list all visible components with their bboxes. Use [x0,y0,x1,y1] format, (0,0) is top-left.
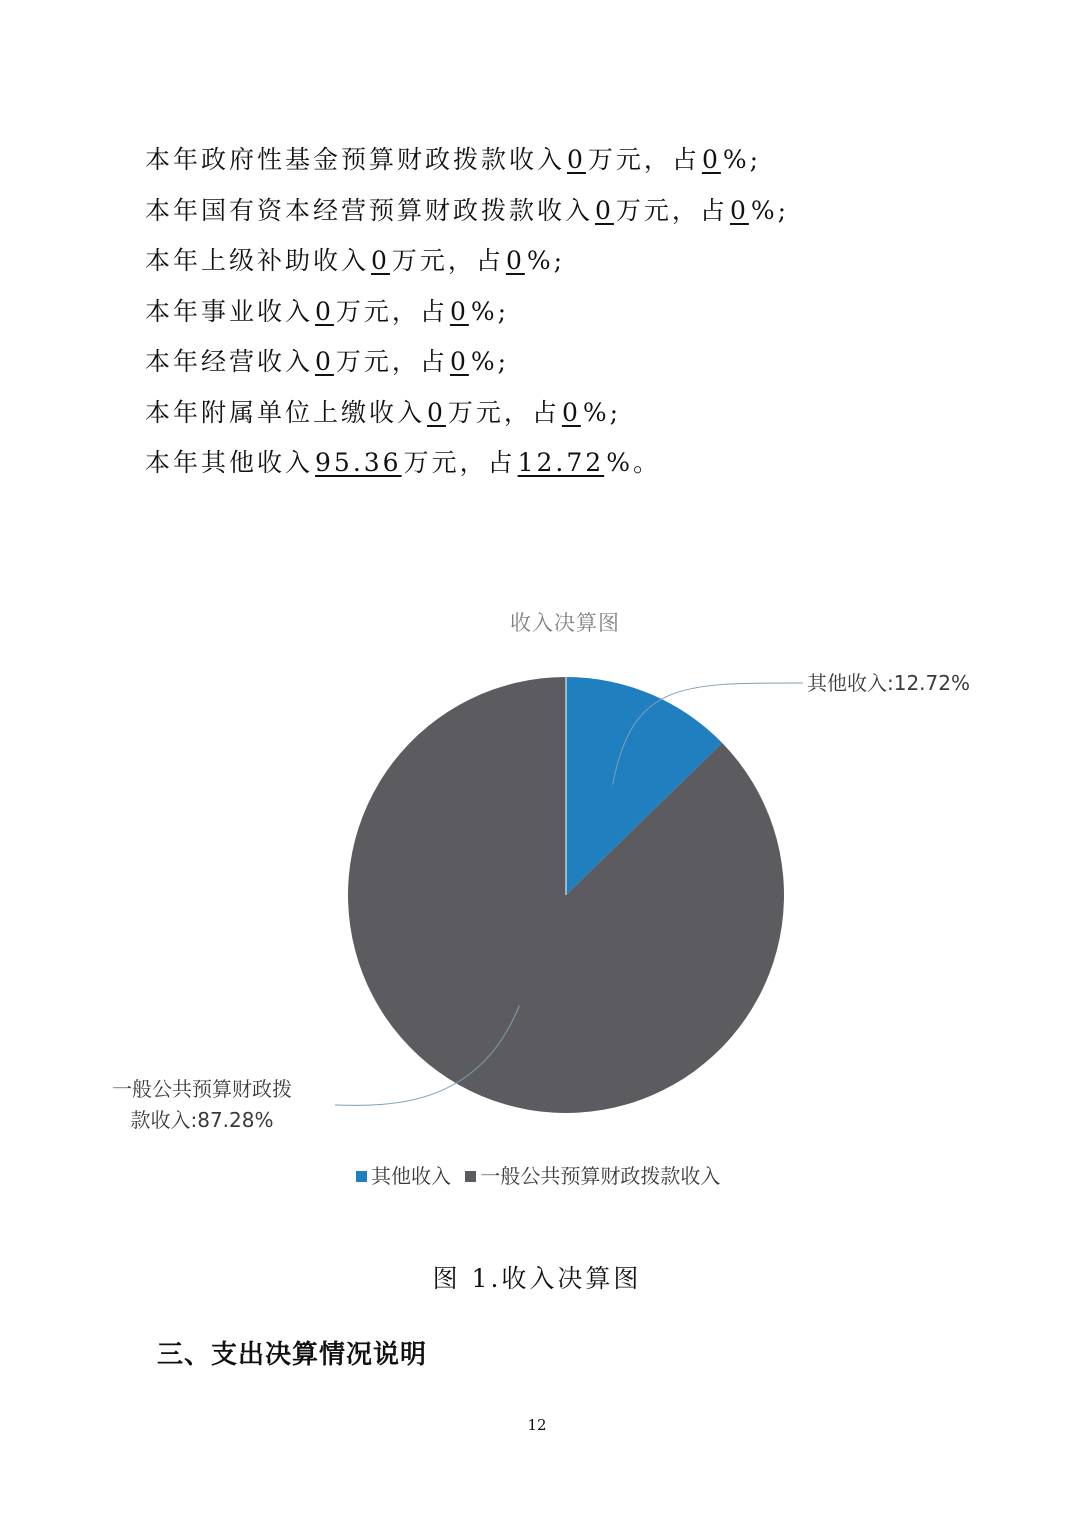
legend-item-other: 其他收入 [356,1164,451,1188]
income-line: 本年国有资本经营预算财政拨款收入0万元，占0%; [145,195,790,225]
section-heading: 三、支出决算情况说明 [157,1340,428,1370]
figure-caption: 图 1.收入决算图 [432,1264,642,1293]
income-pie-chart [100,595,980,1205]
data-label-general-line: 一般公共预算财政拨 [112,1077,292,1101]
income-line: 本年经营收入0万元，占0%; [145,347,510,376]
income-line: 本年附属单位上缴收入0万元，占0%; [145,397,622,427]
income-line: 本年事业收入0万元，占0%; [145,296,510,326]
legend-swatch [356,1171,367,1182]
legend-item-general: 一般公共预算财政拨款收入 [465,1164,720,1188]
page-number: 12 [527,1416,547,1434]
chart-legend [356,1160,728,1189]
legend-swatch [465,1171,476,1182]
data-label-other: 其他收入:12.72% [807,671,970,695]
data-label-general [112,1074,292,1136]
income-line: 本年上级补助收入0万元，占0%; [145,246,566,275]
chart-title: 收入决算图 [510,611,620,635]
data-label-general-line: 款收入:87.28% [130,1108,274,1132]
income-lines [145,138,789,492]
pie-slices [348,677,784,1113]
income-line: 本年其他收入95.36万元，占12.72%。 [145,448,661,477]
income-line: 本年政府性基金预算财政拨款收入0万元，占0%; [145,145,762,174]
